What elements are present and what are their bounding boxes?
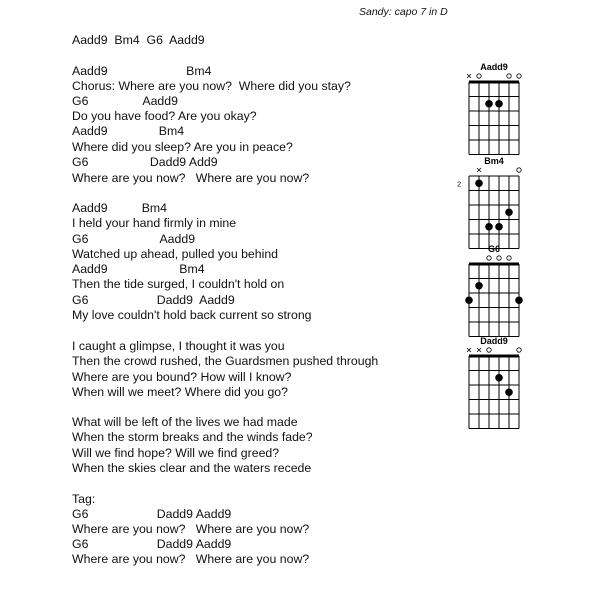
chord-line: G6 Dadd9 Aadd9 [72, 293, 235, 307]
chord-diagram-aadd9 [455, 58, 535, 148]
finger-dot [475, 179, 483, 187]
lyric-line: Where did you sleep? Are you in peace? [72, 140, 293, 154]
lyric-line: Chorus: Where are you now? Where did you stay? [72, 79, 351, 93]
open-string-marker [487, 348, 491, 352]
lyric-line: What will be left of the lives we had made [72, 415, 298, 429]
open-string-marker [497, 256, 501, 260]
chord-line: G6 Aadd9 [72, 232, 196, 246]
lyric-line: When the skies clear and the waters recede [72, 461, 312, 475]
finger-dot [485, 100, 493, 108]
finger-dot [475, 282, 483, 290]
chord-name: Aadd9 [480, 62, 508, 72]
chord-line: G6 Dadd9 Aadd9 [72, 507, 232, 521]
chord-diagram-g6 [455, 240, 535, 330]
lyric-line: When the storm breaks and the winds fade? [72, 430, 313, 444]
chord-line: Aadd9 Bm4 [72, 262, 205, 276]
finger-dot [495, 100, 503, 108]
finger-dot [495, 223, 503, 231]
lyric-line: Watched up ahead, pulled you behind [72, 247, 279, 261]
chord-line: G6 Aadd9 [72, 94, 178, 108]
finger-dot [505, 388, 513, 396]
lyric-line: I held your hand firmly in mine [72, 216, 237, 230]
chord-diagram-dadd9 [455, 332, 535, 422]
chord-line: G6 Dadd9 Aadd9 [72, 537, 232, 551]
fret-number: 2 [457, 181, 461, 189]
lyric-line: Will we find hope? Will we find greed? [72, 446, 280, 460]
tag-label: Tag: [72, 492, 96, 506]
lyric-line: I caught a glimpse, I thought it was you [72, 339, 285, 353]
chord-line: Aadd9 Bm4 [72, 64, 212, 78]
chord-name: G6 [487, 244, 501, 254]
open-string-marker [517, 168, 521, 172]
lyric-line: When will we meet? Where did you go? [72, 385, 288, 399]
chord-line: Aadd9 Bm4 [72, 124, 185, 138]
finger-dot [495, 374, 503, 382]
lyric-line: Then the tide surged, I couldn't hold on [72, 277, 285, 291]
lyric-line: Where are you bound? How will I know? [72, 370, 292, 384]
open-string-marker [477, 74, 481, 78]
chord-diagram-bm4 [455, 152, 535, 242]
open-string-marker [517, 74, 521, 78]
open-string-marker [487, 256, 491, 260]
lyric-line: My love couldn't hold back current so strong [72, 308, 312, 322]
capo-note: Sandy: capo 7 in D [359, 6, 448, 18]
open-string-marker [507, 74, 511, 78]
intro-chords: Aadd9 Bm4 G6 Aadd9 [72, 33, 205, 47]
lyric-line: Where are you now? Where are you now? [72, 522, 310, 536]
chord-line: Aadd9 Bm4 [72, 201, 168, 215]
lyric-line: Where are you now? Where are you now? [72, 171, 310, 185]
open-string-marker [517, 348, 521, 352]
lyric-line: Then the crowd rushed, the Guardsmen pushed through [72, 354, 379, 368]
lyric-line: Do you have food? Are you okay? [72, 109, 257, 123]
finger-dot [485, 223, 493, 231]
lyric-line: Where are you now? Where are you now? [72, 552, 310, 566]
finger-dot [515, 296, 523, 304]
finger-dot [505, 208, 513, 216]
chord-line: G6 Dadd9 Add9 [72, 155, 218, 169]
chord-name: Dadd9 [480, 336, 508, 346]
finger-dot [465, 296, 473, 304]
open-string-marker [507, 256, 511, 260]
chord-name: Bm4 [484, 156, 504, 166]
